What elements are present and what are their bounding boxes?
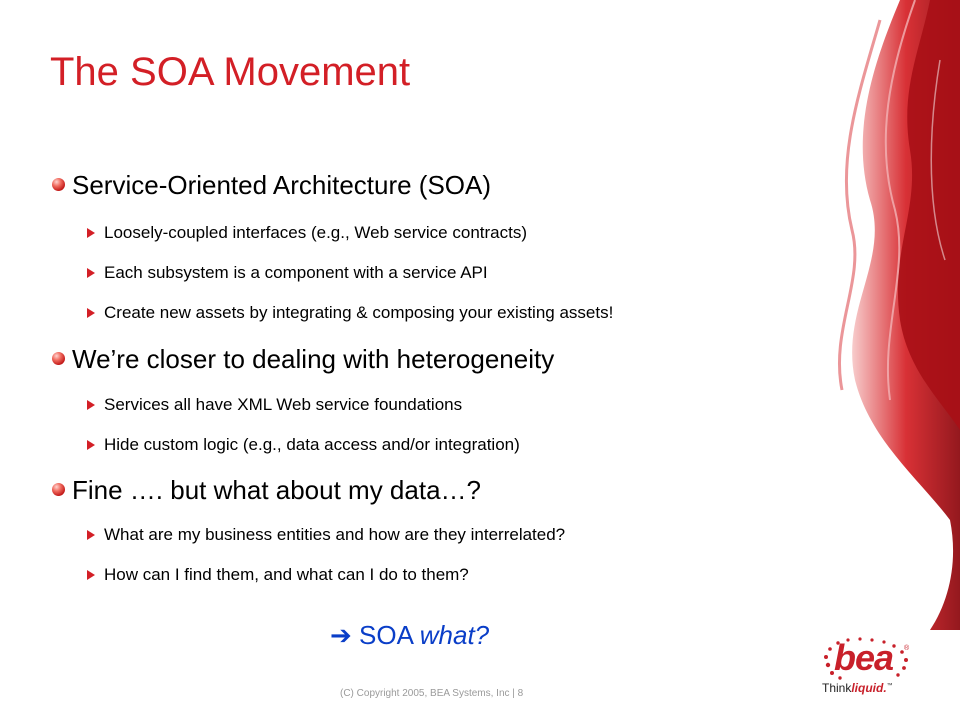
arrow-bullet-icon [87,268,95,278]
arrow-bullet-icon [87,228,95,238]
sub-bullet-text: Hide custom logic (e.g., data access and/or integration) [104,435,520,454]
red-bullet-icon [52,178,65,191]
sub-bullet-text: Each subsystem is a component with a service API [104,263,488,282]
bullet-text: We’re closer to dealing with heterogeneity [72,344,555,374]
arrow-bullet-icon [87,400,95,410]
bullet-item [72,172,491,198]
conclusion-prefix: SOA [359,620,413,650]
bullet-item [72,346,554,372]
sub-bullet-item [104,566,469,583]
bullet-text: Service-Oriented Architecture (SOA) [72,170,492,200]
sub-bullet-text: Services all have XML Web service foundations [104,395,463,414]
bullet-text: Fine …. but what about my data…? [72,475,481,505]
logo-tagline [822,681,893,695]
slide-title: The SOA Movement [50,50,411,94]
arrow-bullet-icon [87,440,95,450]
sub-bullet-item [104,264,488,281]
sub-bullet-text: What are my business entities and how are they interrelated? [104,525,566,544]
sub-bullet-item [104,304,613,321]
red-bullet-icon [52,352,65,365]
copyright-footer: (C) Copyright 2005, BEA Systems, Inc | 8 [340,688,524,699]
sub-bullet-item [104,436,520,453]
sub-bullet-item [104,526,565,543]
conclusion-emphasis: what? [419,620,490,650]
red-smoke-decoration [780,0,960,630]
bea-logo [818,635,938,700]
arrow-bullet-icon [87,530,95,540]
sub-bullet-text: How can I find them, and what can I do to them? [104,565,469,584]
right-arrow-icon: ➔ [330,621,352,651]
bullet-item [72,477,481,503]
sub-bullet-item [104,396,462,413]
arrow-bullet-icon [87,570,95,580]
red-bullet-icon [52,483,65,496]
arrow-bullet-icon [87,308,95,318]
sub-bullet-text: Loosely-coupled interfaces (e.g., Web service contracts) [104,223,527,242]
tagline-liquid: liquid. [851,681,887,695]
sub-bullet-item [104,224,527,241]
conclusion-line [330,620,489,651]
tagline-think: Think [822,681,852,695]
tagline-trademark: ™ [886,683,893,689]
registered-mark: ® [904,645,910,652]
bea-wordmark: bea [834,637,894,678]
sub-bullet-text: Create new assets by integrating & composing your existing assets! [104,303,614,322]
